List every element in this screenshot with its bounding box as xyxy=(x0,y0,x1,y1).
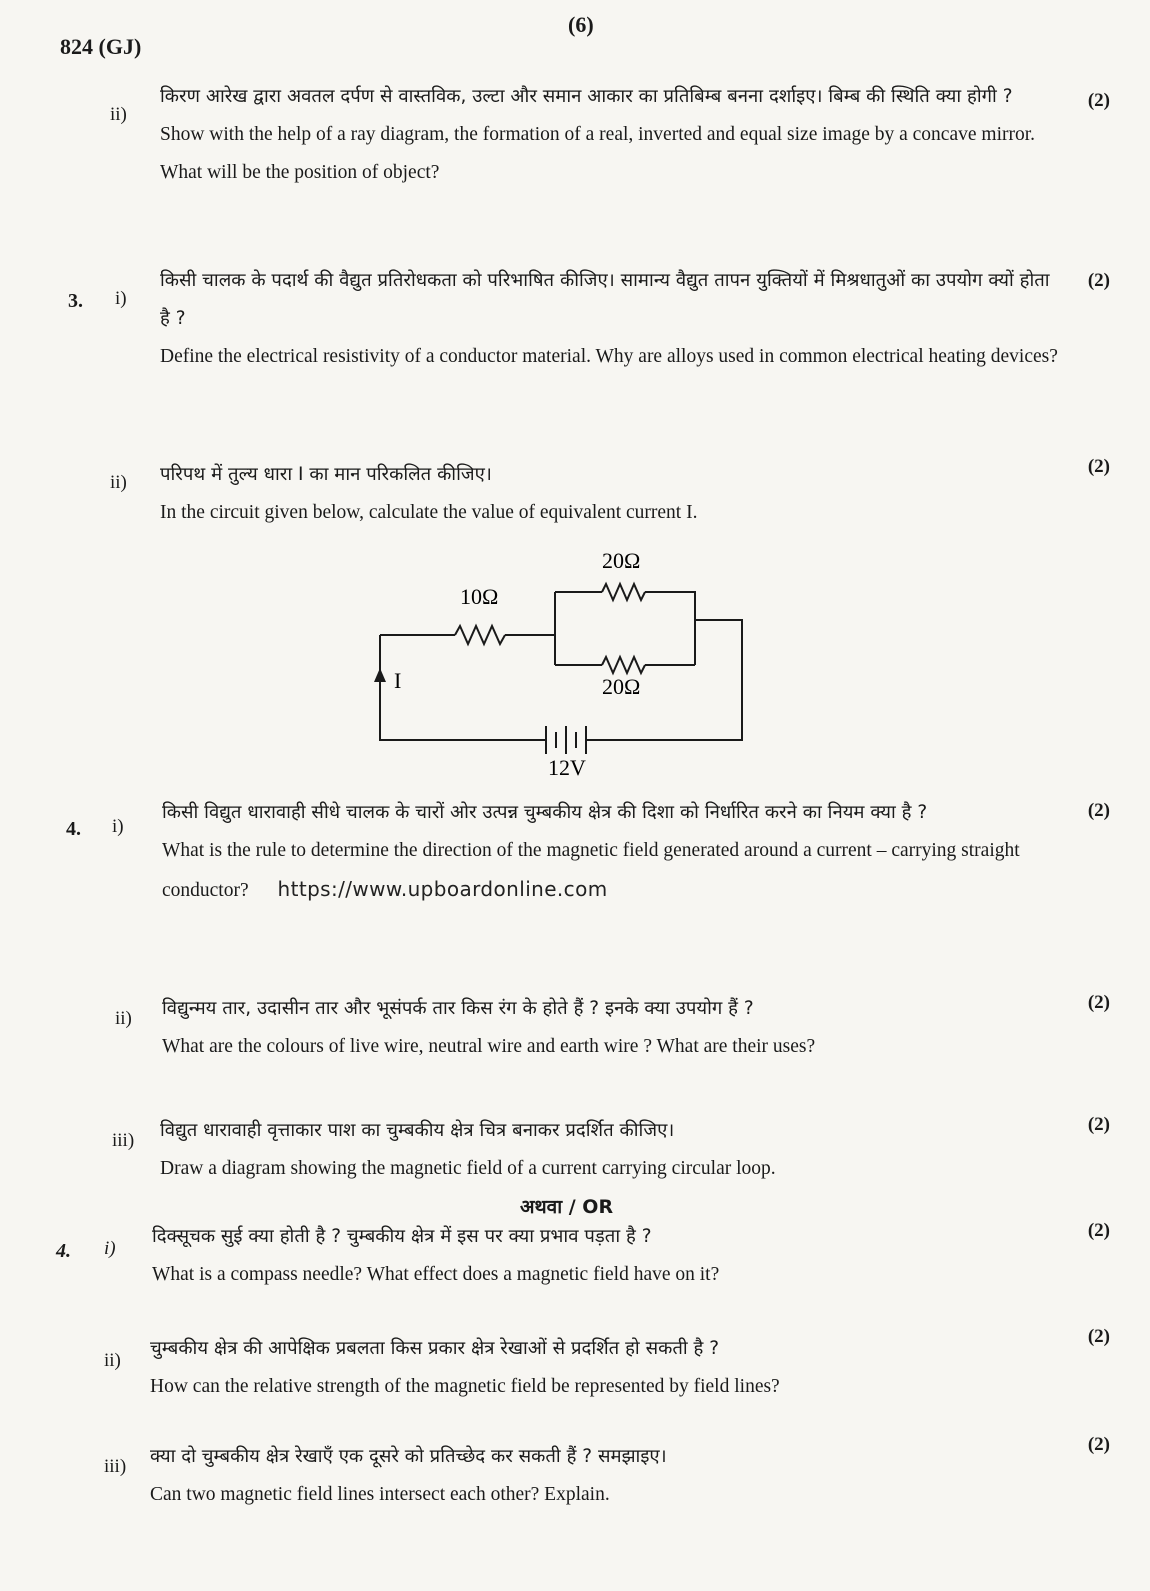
q3-i-question xyxy=(160,262,1060,376)
watermark-url: https://www.upboardonline.com xyxy=(277,877,608,901)
resistor-20-top-label: 20Ω xyxy=(602,548,641,573)
q4-iii-english: Draw a diagram showing the magnetic field of a current carrying circular loop. xyxy=(160,1158,776,1179)
q4-or-number: 4. xyxy=(56,1240,71,1262)
q4-or-i-label: i) xyxy=(104,1238,116,1259)
q4-i-question xyxy=(162,794,1062,910)
q2-ii-english: Show with the help of a ray diagram, the formation of a real, inverted and equal size image by a concave mirror. What will be the position of object? xyxy=(160,124,1036,183)
q2-ii-label: ii) xyxy=(110,104,127,125)
q4-iii-question xyxy=(160,1112,1060,1188)
circuit-diagram xyxy=(360,540,760,780)
q3-i-hindi: किसी चालक के पदार्थ की वैद्युत प्रतिरोधकता को परिभाषित कीजिए। सामान्य वैद्युत तापन युक्तियों में मिश्रधातुओं का उपयोग क्यों होता है ? xyxy=(160,270,1050,329)
q3-ii-english: In the circuit given below, calculate the value of equivalent current I. xyxy=(160,502,698,523)
q4-ii-marks: (2) xyxy=(1087,992,1110,1013)
q4-iii-label: iii) xyxy=(112,1130,135,1151)
or-divider: अथवा / OR xyxy=(520,1196,614,1218)
q3-i-marks: (2) xyxy=(1087,270,1110,291)
q4-i-marks: (2) xyxy=(1087,800,1110,821)
q4-ii-hindi: विद्युन्मय तार, उदासीन तार और भूसंपर्क तार किस रंग के होते हैं ? इनके क्या उपयोग हैं ? xyxy=(162,998,754,1019)
q2-ii-question xyxy=(160,78,1060,192)
q4-or-iii-marks: (2) xyxy=(1087,1434,1110,1455)
resistor-10-zigzag xyxy=(455,626,505,644)
paper-code: 824 (GJ) xyxy=(60,34,142,59)
q4-ii-label: ii) xyxy=(115,1008,132,1029)
q4-or-ii-question xyxy=(150,1330,1050,1406)
q3-i-english: Define the electrical resistivity of a conductor material. Why are alloys used in common electrical heating devices? xyxy=(160,346,1058,367)
q2-ii-hindi: किरण आरेख द्वारा अवतल दर्पण से वास्तविक, उल्टा और समान आकार का प्रतिबिम्ब बनना दर्शाइए। बिम्ब की स्थिति क्या होगी ? xyxy=(160,86,1013,107)
q4-or-i-english: What is a compass needle? What effect does a magnetic field have on it? xyxy=(152,1264,720,1285)
q4-or-iii-question xyxy=(150,1438,1050,1514)
resistor-20-bottom-zigzag xyxy=(602,657,645,673)
current-arrow-icon xyxy=(374,668,386,682)
q4-ii-question xyxy=(162,990,1062,1066)
current-label: I xyxy=(394,668,402,693)
q4-or-ii-hindi: चुम्बकीय क्षेत्र की आपेक्षिक प्रबलता किस प्रकार क्षेत्र रेखाओं से प्रदर्शित हो सकती है ? xyxy=(150,1338,720,1359)
q4-or-i-marks: (2) xyxy=(1087,1220,1110,1241)
q4-i-english-text: What is the rule to determine the direction of the magnetic field generated around a current – carrying straight conductor? xyxy=(162,840,1020,901)
resistor-20-top-zigzag xyxy=(602,584,645,600)
q4-i-label: i) xyxy=(112,816,124,837)
battery-label: 12V xyxy=(548,755,586,780)
circuit-outer-wire xyxy=(380,635,540,740)
q4-or-iii-english: Can two magnetic field lines intersect each other? Explain. xyxy=(150,1484,610,1505)
page-number: (6) xyxy=(568,12,594,37)
q4-i-english xyxy=(162,832,1062,910)
q4-or-iii-hindi: क्या दो चुम्बकीय क्षेत्र रेखाएँ एक दूसरे को प्रतिच्छेद कर सकती हैं ? समझाइए। xyxy=(150,1446,667,1467)
q4-or-ii-marks: (2) xyxy=(1087,1326,1110,1347)
q4-iii-marks: (2) xyxy=(1087,1114,1110,1135)
q4-iii-hindi: विद्युत धारावाही वृत्ताकार पाश का चुम्बकीय क्षेत्र चित्र बनाकर प्रदर्शित कीजिए। xyxy=(160,1120,675,1141)
q4-or-iii-label: iii) xyxy=(104,1456,127,1477)
q2-ii-marks: (2) xyxy=(1087,90,1110,111)
q4-or-ii-label: ii) xyxy=(104,1350,121,1371)
q4-i-hindi: किसी विद्युत धारावाही सीधे चालक के चारों ओर उत्पन्न चुम्बकीय क्षेत्र की दिशा को निर्धारित करने का नियम क्या है ? xyxy=(162,802,928,823)
q4-or-ii-english: How can the relative strength of the magnetic field be represented by field lines? xyxy=(150,1376,780,1397)
q3-number: 3. xyxy=(68,290,83,312)
resistor-20-bottom-label: 20Ω xyxy=(602,674,641,699)
q4-or-i-question xyxy=(152,1218,1052,1294)
resistor-10-label: 10Ω xyxy=(460,584,499,609)
q3-ii-marks: (2) xyxy=(1087,456,1110,477)
q4-ii-english: What are the colours of live wire, neutral wire and earth wire ? What are their uses? xyxy=(162,1036,816,1057)
q4-number: 4. xyxy=(66,818,81,840)
q3-i-label: i) xyxy=(115,288,127,309)
q3-ii-question xyxy=(160,456,1060,532)
q3-ii-label: ii) xyxy=(110,472,127,493)
q3-ii-hindi: परिपथ में तुल्य धारा I का मान परिकलित कीजिए। xyxy=(160,464,492,485)
q4-or-i-hindi: दिक्सूचक सुई क्या होती है ? चुम्बकीय क्षेत्र में इस पर क्या प्रभाव पड़ता है ? xyxy=(152,1226,652,1247)
